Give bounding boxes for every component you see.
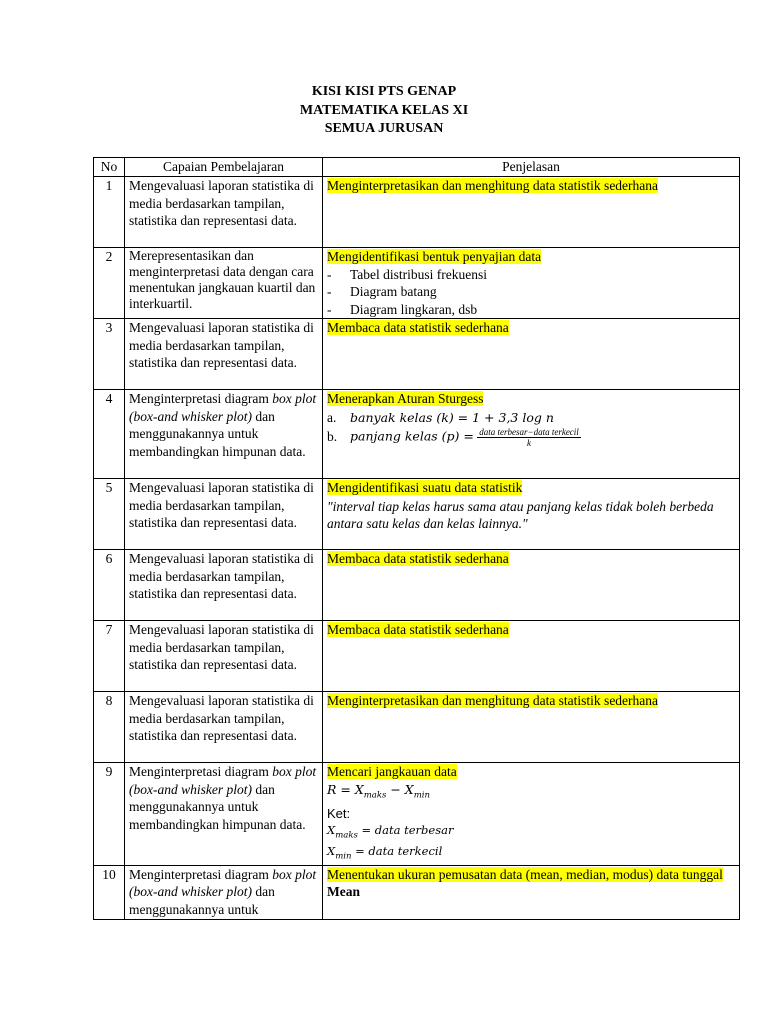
penjelasan <box>323 692 740 763</box>
list-item: - Diagram batang <box>327 284 437 299</box>
table-row <box>94 177 740 248</box>
header-penjelasan: Penjelasan <box>323 158 740 177</box>
capaian-pembelajaran: Menginterpretasi diagram box plot (box-and whisker plot) dan menggunakannya untuk membandingkan himpunan data. <box>125 390 323 479</box>
penjelasan <box>323 177 740 248</box>
table-row <box>94 390 740 479</box>
row-number: 9 <box>94 763 125 866</box>
capaian-pembelajaran: Mengevaluasi laporan statistika di media berdasarkan tampilan, statistika dan representasi data. <box>125 621 323 692</box>
document-title <box>0 83 768 139</box>
capaian-pembelajaran: Mengevaluasi laporan statistika di media berdasarkan tampilan, statistika dan representasi data. <box>125 692 323 763</box>
table-row <box>94 865 740 919</box>
x-min-definition: $X_{min}$ = data terkecil <box>327 844 443 862</box>
penjelasan-heading: Membaca data statistik sederhana <box>327 551 509 566</box>
fraction: $\frac{\text{data terbesar−data terkecil}}{k}$ <box>479 427 579 448</box>
penjelasan <box>323 390 740 479</box>
capaian-pembelajaran: Mengevaluasi laporan statistika di media berdasarkan tampilan, statistika dan representasi data. <box>125 479 323 550</box>
penjelasan <box>323 763 740 866</box>
capaian-pembelajaran: Menginterpretasi diagram box plot (box-and whisker plot) dan menggunakannya untuk membandingkan himpunan data. <box>125 763 323 866</box>
penjelasan-heading: Mengidentifikasi bentuk penyajian data <box>327 249 542 264</box>
header-capaian-pembelajaran: Capaian Pembelajaran <box>125 158 323 177</box>
row-number: 10 <box>94 865 125 919</box>
list-item: - Diagram lingkaran, dsb <box>327 301 478 317</box>
table-row <box>94 248 740 319</box>
table-row <box>94 621 740 692</box>
penjelasan <box>323 479 740 550</box>
table-row <box>94 319 740 390</box>
table-row <box>94 479 740 550</box>
capaian-pembelajaran: Menginterpretasi diagram box plot (box-and whisker plot) dan menggunakannya untuk <box>125 865 323 919</box>
penjelasan-heading: Mengidentifikasi suatu data statistik <box>327 480 523 495</box>
table-row <box>94 550 740 621</box>
penjelasan-heading: Menentukan ukuran pemusatan data (mean, median, modus) data tunggal <box>327 866 723 882</box>
penjelasan-heading: Menerapkan Aturan Sturgess <box>327 391 484 406</box>
title-line-1: KISI KISI PTS GENAP <box>311 84 457 99</box>
row-number: 7 <box>94 621 125 692</box>
row-number: 4 <box>94 390 125 479</box>
penjelasan <box>323 621 740 692</box>
penyajian-list <box>327 266 735 319</box>
penjelasan-heading: Menginterpretasikan dan menghitung data statistik sederhana <box>327 693 659 708</box>
row-number: 2 <box>94 248 125 319</box>
table-row <box>94 692 740 763</box>
sturges-formula-b: b. panjang kelas (p) = $\frac{\text{data terbesar−data terkecil}}{k}$ <box>327 427 579 448</box>
penjelasan <box>323 319 740 390</box>
capaian-pembelajaran: Mengevaluasi laporan statistika di media berdasarkan tampilan, statistika dan representasi data. <box>125 550 323 621</box>
table-row <box>94 763 740 866</box>
range-formula: $R = X_{maks} - X_{min}$ <box>327 781 430 800</box>
capaian-pembelajaran: Mengevaluasi laporan statistika di media berdasarkan tampilan, statistika dan representasi data. <box>125 319 323 390</box>
list-item: - Tabel distribusi frekuensi <box>327 266 488 282</box>
table-header-row <box>94 158 740 177</box>
kisi-kisi-table <box>93 157 740 920</box>
row-number: 6 <box>94 550 125 621</box>
penjelasan-heading: Menginterpretasikan dan menghitung data statistik sederhana <box>327 178 659 193</box>
row-number: 8 <box>94 692 125 763</box>
capaian-pembelajaran: Mengevaluasi laporan statistika di media berdasarkan tampilan, statistika dan representasi data. <box>125 177 323 248</box>
sturges-quote: "interval tiap kelas harus sama atau panjang kelas tidak boleh berbeda antara satu kelas dan kelas lainnya." <box>327 498 714 531</box>
penjelasan <box>323 550 740 621</box>
x-maks-definition: $X_{maks}$ = data terbesar <box>327 823 454 841</box>
header-no: No <box>94 158 125 177</box>
penjelasan <box>323 248 740 319</box>
mean-heading: Mean <box>327 884 360 900</box>
capaian-pembelajaran: Merepresentasikan dan menginterpretasi data dengan cara menentukan jangkauan kuartil dan interkuartil. <box>125 248 323 319</box>
row-number: 5 <box>94 479 125 550</box>
title-line-3: SEMUA JURUSAN <box>324 121 444 136</box>
penjelasan-heading: Membaca data statistik sederhana <box>327 320 509 335</box>
sturges-formula-a: a. banyak kelas (k) = 1 + 3,3 log n <box>327 409 554 425</box>
penjelasan-heading: Membaca data statistik sederhana <box>327 622 509 637</box>
row-number: 3 <box>94 319 125 390</box>
ket-label: Ket: <box>327 805 351 821</box>
penjelasan <box>323 865 740 919</box>
penjelasan-heading: Mencari jangkauan data <box>327 764 457 779</box>
row-number: 1 <box>94 177 125 248</box>
title-line-2: MATEMATIKA KELAS XI <box>299 102 469 118</box>
